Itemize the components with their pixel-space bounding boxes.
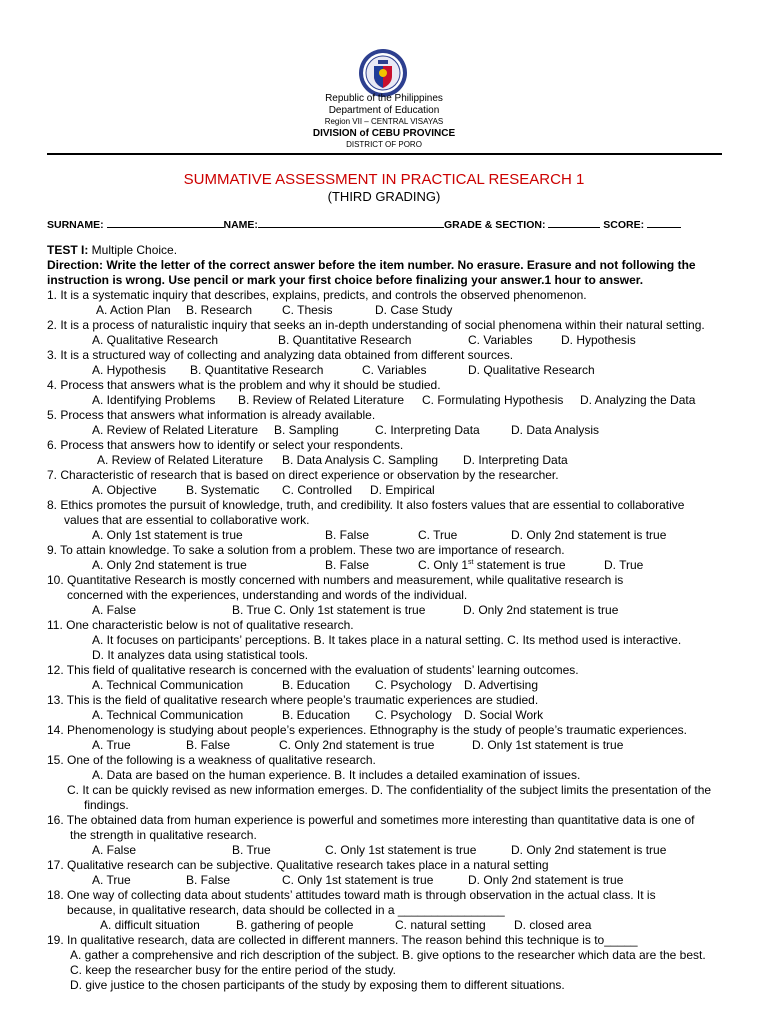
test-type: Multiple Choice. bbox=[88, 243, 178, 257]
question-8-line-1: 8. Ethics promotes the pursuit of knowledge, truth, and credibility. It also fosters values that are essential to collaborative bbox=[47, 498, 685, 512]
choice-11-line-1: A. It focuses on participants’ perceptions. B. It takes place in a natural setting. C. Its method used is interactive. bbox=[92, 633, 682, 647]
choice-13c: C. Psychology bbox=[375, 708, 452, 722]
choice-16c: C. Only 1st statement is true bbox=[325, 843, 477, 857]
question-18-line-2: because, in qualitative research, data should be collected in a ________________ bbox=[67, 903, 505, 917]
header-divider bbox=[47, 153, 722, 155]
question-8-line-2: values that are essential to collaborative work. bbox=[64, 513, 310, 527]
choice-9c bbox=[418, 558, 566, 573]
choice-9c-superscript: st bbox=[468, 559, 474, 566]
grade-section-field[interactable] bbox=[548, 217, 600, 228]
question-4: 4. Process that answers what is the problem and why it should be studied. bbox=[47, 378, 441, 392]
choice-8a: A. Only 1st statement is true bbox=[92, 528, 243, 542]
choice-9c-text: C. Only 1 bbox=[418, 558, 469, 572]
choice-13b: B. Education bbox=[282, 708, 351, 722]
surname-label: SURNAME: bbox=[47, 219, 104, 231]
choice-2a: A. Qualitative Research bbox=[92, 333, 219, 347]
choice-2b: B. Quantitative Research bbox=[278, 333, 412, 347]
choice-15-line-3: findings. bbox=[84, 798, 129, 812]
question-16-line-2: the strength in qualitative research. bbox=[70, 828, 257, 842]
choice-14b: B. False bbox=[186, 738, 231, 752]
question-11: 11. One characteristic below is not of qualitative research. bbox=[47, 618, 354, 632]
choice-6d: D. Interpreting Data bbox=[463, 453, 568, 467]
choice-2c: C. Variables bbox=[468, 333, 533, 347]
choice-4a: A. Identifying Problems bbox=[92, 393, 216, 407]
header-country: Republic of the Philippines bbox=[325, 93, 443, 104]
question-14: 14. Phenomenology is studying about people’s experiences. Ethnography is the study of people’s traumatic experiences. bbox=[47, 723, 687, 737]
choice-17a: A. True bbox=[92, 873, 131, 887]
header-district: DISTRICT OF PORO bbox=[346, 140, 422, 149]
question-18-line-1: 18. One way of collecting data about students’ attitudes toward math is through observation in the actual class. It is bbox=[47, 888, 656, 902]
deped-seal-logo bbox=[358, 48, 408, 98]
choice-8d: D. Only 2nd statement is true bbox=[511, 528, 667, 542]
choice-12d: D. Advertising bbox=[464, 678, 539, 692]
choice-15-line-2: C. It can be quickly revised as new information emerges. D. The confidentiality of the subject limits the presentation of the bbox=[67, 783, 712, 797]
choice-9a: A. Only 2nd statement is true bbox=[92, 558, 247, 572]
choice-19-line-3: D. give justice to the chosen participants of the study by exposing them to different situations. bbox=[70, 978, 565, 992]
question-19: 19. In qualitative research, data are collected in different manners. The reason behind this technique is to_____ bbox=[47, 933, 638, 947]
test-label: TEST I: bbox=[47, 243, 89, 257]
question-7: 7. Characteristic of research that is based on direct experience or observation by the researcher. bbox=[47, 468, 559, 482]
choice-9c-text-end: statement is true bbox=[473, 558, 566, 572]
choice-3d: D. Qualitative Research bbox=[468, 363, 595, 377]
choice-4c: C. Formulating Hypothesis bbox=[422, 393, 564, 407]
test-heading bbox=[47, 243, 177, 258]
name-field[interactable] bbox=[258, 217, 444, 228]
choice-11-line-2: D. It analyzes data using statistical tools. bbox=[92, 648, 309, 662]
choice-1b: B. Research bbox=[186, 303, 253, 317]
question-15: 15. One of the following is a weakness of qualitative research. bbox=[47, 753, 376, 767]
question-12: 12. This field of qualitative research is concerned with the evaluation of students’ learning outcomes. bbox=[47, 663, 579, 677]
choice-19-line-2: C. keep the researcher busy for the entire period of the study. bbox=[70, 963, 396, 977]
choice-10d: D. Only 2nd statement is true bbox=[463, 603, 619, 617]
header-department: Department of Education bbox=[328, 105, 440, 116]
score-field[interactable] bbox=[647, 217, 681, 228]
choice-17b: B. False bbox=[186, 873, 231, 887]
surname-field[interactable] bbox=[107, 217, 224, 228]
choice-12b: B. Education bbox=[282, 678, 351, 692]
choice-14c: C. Only 2nd statement is true bbox=[279, 738, 435, 752]
direction-line-1: Direction: Write the letter of the correct answer before the item number. No erasure. Erasure and not following the bbox=[47, 258, 696, 272]
choice-15-line-1: A. Data are based on the human experience. B. It includes a detailed examination of issues. bbox=[92, 768, 581, 782]
question-9: 9. To attain knowledge. To sake a solution from a problem. These two are importance of research. bbox=[47, 543, 565, 557]
choice-7c: C. Controlled bbox=[282, 483, 353, 497]
choice-8b: B. False bbox=[325, 528, 370, 542]
student-info-line bbox=[47, 217, 681, 231]
choice-3b: B. Quantitative Research bbox=[190, 363, 324, 377]
choice-13d: D. Social Work bbox=[464, 708, 544, 722]
choice-14a: A. True bbox=[92, 738, 131, 752]
direction-line-2: instruction is wrong. Use pencil or mark your first choice before finalizing your answer.1 hour to answer. bbox=[47, 273, 644, 287]
score-label: SCORE: bbox=[603, 219, 645, 231]
choice-1d: D. Case Study bbox=[375, 303, 453, 317]
choice-16b: B. True bbox=[232, 843, 271, 857]
name-label: NAME: bbox=[223, 219, 258, 231]
choice-7b: B. Systematic bbox=[186, 483, 260, 497]
choice-5a: A. Review of Related Literature bbox=[92, 423, 259, 437]
question-16-line-1: 16. The obtained data from human experience is powerful and sometimes more interesting than quantitative data is one of bbox=[47, 813, 695, 827]
choice-6a: A. Review of Related Literature bbox=[97, 453, 264, 467]
choice-10b: B. True C. Only 1st statement is true bbox=[232, 603, 426, 617]
choice-4d: D. Analyzing the Data bbox=[580, 393, 696, 407]
question-10-line-1: 10. Quantitative Research is mostly concerned with numbers and measurement, while qualitative research is bbox=[47, 573, 624, 587]
choice-19-line-1: A. gather a comprehensive and rich description of the subject. B. give options to the researcher which data are the best. bbox=[70, 948, 706, 962]
choice-2d: D. Hypothesis bbox=[561, 333, 636, 347]
choice-16d: D. Only 2nd statement is true bbox=[511, 843, 667, 857]
choice-14d: D. Only 1st statement is true bbox=[472, 738, 624, 752]
choice-16a: A. False bbox=[92, 843, 137, 857]
question-6: 6. Process that answers how to identify or select your respondents. bbox=[47, 438, 404, 452]
choice-10a: A. False bbox=[92, 603, 137, 617]
choice-7a: A. Objective bbox=[92, 483, 157, 497]
choice-17c: C. Only 1st statement is true bbox=[282, 873, 434, 887]
choice-18a: A. difficult situation bbox=[100, 918, 200, 932]
question-17: 17. Qualitative research can be subjective. Qualitative research takes place in a natural setting bbox=[47, 858, 549, 872]
choice-18d: D. closed area bbox=[514, 918, 592, 932]
choice-12c: C. Psychology bbox=[375, 678, 452, 692]
choice-9d: D. True bbox=[604, 558, 644, 572]
header-division: DIVISION of CEBU PROVINCE bbox=[312, 128, 456, 139]
page-title: SUMMATIVE ASSESSMENT IN PRACTICAL RESEARCH 1 bbox=[183, 171, 585, 188]
choice-5d: D. Data Analysis bbox=[511, 423, 600, 437]
question-13: 13. This is the field of qualitative research where people’s traumatic experiences are studied. bbox=[47, 693, 539, 707]
choice-6b: B. Data Analysis C. Sampling bbox=[282, 453, 439, 467]
grade-section-label: GRADE & SECTION: bbox=[443, 219, 546, 231]
choice-12a: A. Technical Communication bbox=[92, 678, 244, 692]
choice-9b: B. False bbox=[325, 558, 370, 572]
choice-5c: C. Interpreting Data bbox=[375, 423, 480, 437]
choice-8c: C. True bbox=[418, 528, 458, 542]
choice-7d: D. Empirical bbox=[370, 483, 435, 497]
choice-4b: B. Review of Related Literature bbox=[238, 393, 405, 407]
question-10-line-2: concerned with the experiences, understanding and words of the individual. bbox=[67, 588, 468, 602]
choice-3c: C. Variables bbox=[362, 363, 427, 377]
choice-1a: A. Action Plan bbox=[96, 303, 171, 317]
question-5: 5. Process that answers what information is already available. bbox=[47, 408, 376, 422]
choice-17d: D. Only 2nd statement is true bbox=[468, 873, 624, 887]
choice-18c: C. natural setting bbox=[395, 918, 486, 932]
question-1: 1. It is a systematic inquiry that describes, explains, predicts, and controls the observed phenomenon. bbox=[47, 288, 587, 302]
question-2: 2. It is a process of naturalistic inquiry that seeks an in-depth understanding of social phenomena within their natural setting. bbox=[47, 318, 705, 332]
header-region: Region VII – CENTRAL VISAYAS bbox=[324, 117, 444, 126]
question-3: 3. It is a structured way of collecting and analyzing data obtained from different sources. bbox=[47, 348, 514, 362]
choice-1c: C. Thesis bbox=[282, 303, 333, 317]
choice-5b: B. Sampling bbox=[274, 423, 339, 437]
choice-13a: A. Technical Communication bbox=[92, 708, 244, 722]
page-subtitle: (THIRD GRADING) bbox=[327, 189, 441, 204]
choice-18b: B. gathering of people bbox=[236, 918, 354, 932]
choice-3a: A. Hypothesis bbox=[92, 363, 167, 377]
